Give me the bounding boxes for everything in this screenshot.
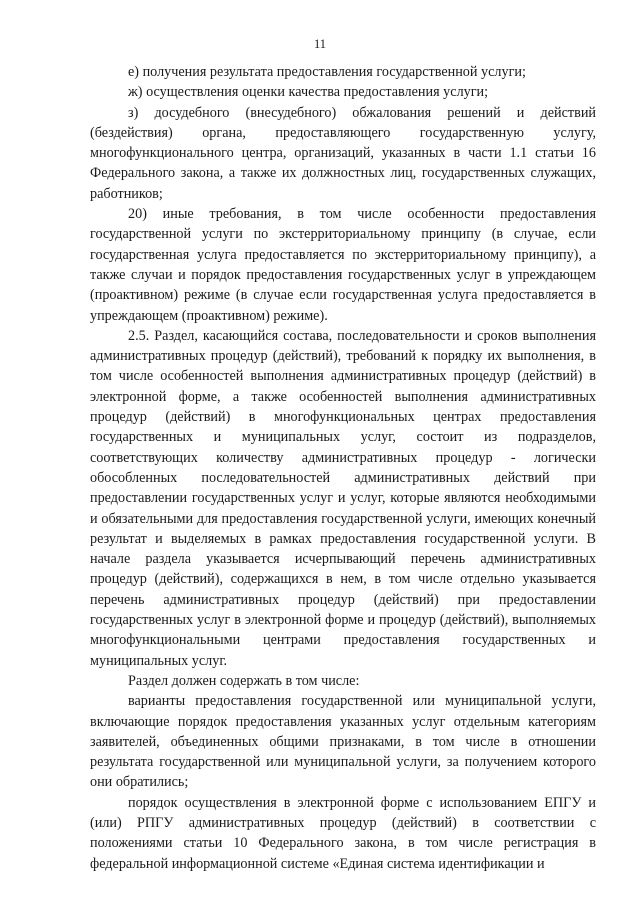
paragraph-z: з) досудебного (внесудебного) обжалования решений и действий (бездействия) органа, предоставляющего государственную услугу, многофункционального центра, организаций, указанных в части 1.1 статьи 16 Федерального закона, а также их должностных лиц, государственных служащих, работников; (90, 104, 596, 202)
paragraph-zh: ж) осуществления оценки качества предоставления услуги; (128, 84, 489, 101)
paragraph-e: е) получения результата предоставления государственной услуги; (128, 64, 526, 80)
document-body (90, 62, 596, 874)
paragraph-variants: варианты предоставления государственной или муниципальной услуги, включающие порядок предоставления указанных услуг отдельным категориям заявителей, объединенных общими признаками, в том числе в отношении результата государственной или муниципальной услуги, за получением которого они обратились; (90, 693, 596, 791)
paragraph-20: 20) иные требования, в том числе особенности предоставления государственной услуги по экстерриториальному принципу (в случае, если государственная услуга предоставляется по экстерриториальному принципу), а также случаи и порядок предоставления государственных услуг в упреждающем (проактивном) режиме (в случае если государственная услуга предоставляется в упреждающем (проактивном) режиме). (90, 206, 596, 324)
paragraph-2-5: 2.5. Раздел, касающийся состава, последовательности и сроков выполнения административных процедур (действий), требований к порядку их выполнения, в том числе особенностей выполнения административных процедур (действий) в электронной форме, а также особенностей выполнения административных процедур (действий) в многофункциональных центрах предоставления государственных и муниципальных услуг, состоит из подразделов, соответствующих количеству административных процедур - логически обособленных последовательностей административных действий при предоставлении государственных услуг и услуг, которые являются необходимыми и обязательными для предоставления государственной услуги, имеющих конечный результат и выделяемых в рамках предоставления государственной услуги. В начале раздела указывается исчерпывающий перечень административных процедур (действий), содержащихся в нем, в том числе отдельно указывается перечень административных процедур (действий) при предоставлении государственных услуг в электронной форме и процедур (действий), выполняемых многофункциональными центрами предоставления государственных и муниципальных услуг. (90, 327, 596, 669)
paragraph-electronic-procedure: порядок осуществления в электронной форме с использованием ЕПГУ и (или) РПГУ административных процедур (действий) в соответствии с положениями статьи 10 Федерального закона, в том числе регистрация в федеральной информационной системе «Единая система идентификации и (90, 794, 596, 872)
paragraph-section-contents: Раздел должен содержать в том числе: (128, 672, 360, 689)
page-number: 11 (313, 37, 327, 51)
